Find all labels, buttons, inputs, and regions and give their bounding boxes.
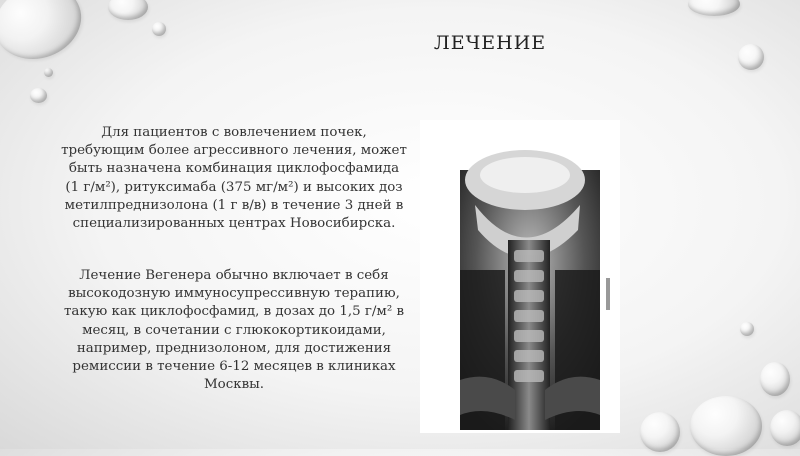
water-drop-decoration [152, 22, 166, 36]
treatment-paragraph-kidney: Для пациентов с вовлечением почек, требующим более агрессивного лечения, может быть назначена комбинация циклофосфамида (1 г/м²), ритуксимаба (375 мг/м²) и высоких доз метилпреднизолона (1 г в/в) в течение 3 дней в специализированных центрах Новосибирска. [61, 125, 407, 232]
water-drop-decoration [108, 0, 148, 20]
water-drop-decoration [690, 396, 762, 456]
treatment-paragraph-wegener: Лечение Вегенера обычно включает в себя высокодозную иммуносупрессивную терапию, такую как циклофосфамид, в дозах до 1,5 г/м² в месяц, в сочетании с глюкокортикоидами, например, преднизолоном, для достижения ремиссии в течение 6-12 месяцев в клиниках Москвы. [63, 268, 405, 393]
water-drop-decoration [640, 412, 680, 452]
water-drop-decoration [770, 410, 800, 446]
slide-title: ЛЕЧЕНИЕ [433, 32, 547, 54]
water-drop-decoration [688, 0, 740, 16]
water-drop-decoration [760, 362, 790, 396]
water-drop-decoration [30, 88, 47, 103]
water-drop-decoration [740, 322, 754, 336]
water-drop-decoration [44, 68, 53, 77]
water-drop-decoration [738, 44, 764, 70]
water-drop-decoration [0, 0, 92, 71]
x-ray-neck-image [420, 120, 620, 433]
